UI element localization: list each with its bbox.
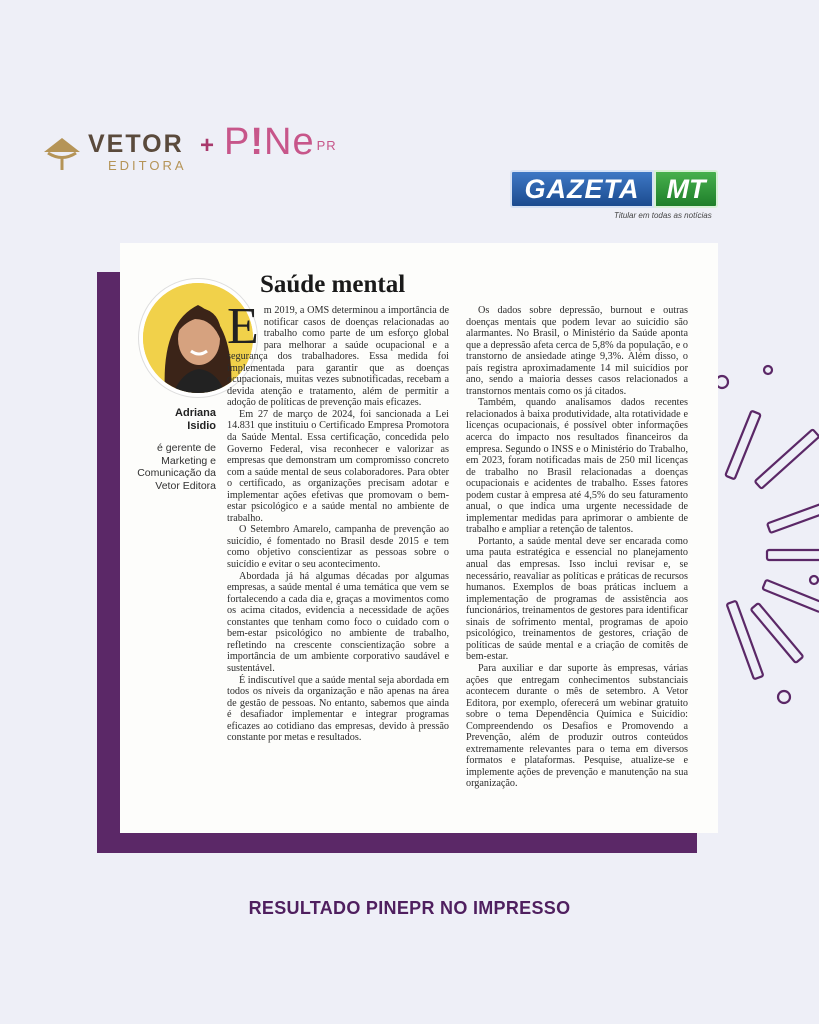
- plus-sign: +: [200, 132, 215, 159]
- author-bio: é gerente de Marketing e Comunicação da Vetor Editora: [137, 442, 216, 492]
- ray-bar: [751, 603, 804, 663]
- mt-wordmark: MT: [654, 170, 718, 208]
- pine-p: P: [224, 121, 251, 163]
- article-paragraph: É indiscutível que a saúde mental seja abordada em todos os níveis da organização e não apenas na área de gestão de pessoas. No entanto, sabemos que ainda é desafiador implementar e integrar programas eficazes ao cotidiano das empresas, devido à pressão constante por metas e resultados.: [227, 674, 449, 744]
- author-last-name: Isidio: [187, 420, 216, 432]
- ray-bar: [725, 411, 760, 480]
- pine-ne: Ne: [264, 121, 315, 163]
- author-name: [126, 407, 216, 433]
- article-paragraph: Em 27 de março de 2024, foi sancionada a Lei 14.831 que instituiu o Certificado Empresa Promotora da Saúde Mental. Essa certificação, concedida pelo Governo Federal, visa reconhecer e valorizar as empresas que demonstram um compromisso concreto com a saúde mental de seus colaboradores. Para obter o certificado, as organizações precisam adotar e implementar ações efetivas que promovam o bem-estar psicológico e a saúde mental no ambiente de trabalho.: [227, 408, 449, 524]
- pine-sup: PR: [316, 138, 337, 153]
- vetor-umbrella-icon: [42, 132, 82, 172]
- drop-cap: E: [227, 298, 259, 355]
- pine-i: !: [250, 121, 265, 163]
- article-column-left: [227, 298, 449, 744]
- article-paragraph: O Setembro Amarelo, campanha de prevenção ao suicídio, é fomentado no Brasil desde 2015 e tem como objetivo conscientizar as pessoas sobre o suicídio e evitar o seu acontecimento.: [227, 524, 449, 571]
- ray-dot: [810, 576, 818, 584]
- ray-dot: [764, 366, 772, 374]
- ray-bar: [755, 429, 819, 489]
- result-caption: RESULTADO PINEPR NO IMPRESSO: [248, 898, 571, 918]
- vetor-subtitle: EDITORA: [108, 158, 187, 173]
- article-paragraph: Para auxiliar e dar suporte às empresas, várias ações que entregam conhecimentos substanciais acontecem durante o mês de setembro. A Vetor Editora, por exemplo, oferecerá um webinar gratuito sobre o tema Dependência Química e Suicídio: Compreendendo os Desafios e Promovendo a Prevenção, além de produzir outros conteúdos extremamente relevantes para o tema em diversos formatos e plataformas. Pesquise, atualize-se e implemente ações de prevenção e manutenção na sua organização.: [466, 662, 688, 790]
- ray-bar: [767, 503, 819, 533]
- article-paragraph: Portanto, a saúde mental deve ser encarada como uma pauta estratégica e essencial no planejamento anual das empresas. Isso inclui revisar e, se necessário, reavaliar as políticas e práticas de recursos humanos. Exemplos de boas práticas incluem a implementação de programas de assistência aos funcionários, treinamentos de gestores para identificar sinais de sofrimento mental, programas de apoio psicológico, treinamentos de gestores, criação de políticas de saúde mental e a criação de comitês de bem-estar.: [466, 535, 688, 663]
- vetor-name: VETOR: [88, 130, 184, 158]
- article-paragraph: Também, quando analisamos dados recentes relacionados à baixa produtividade, alta rotatividade e licenças ocupacionais, é possível obter informações acerca do impacto nos resultados financeiros da empresa. Segundo o INSS e o Ministério do Trabalho, em 2023, foram notificadas mais de 250 mil licenças de trabalho no Brasil relacionadas a doenças ocupacionais e acidentes de trabalho. Esses fatores podem custar à empresa até 4,5% do seu faturamento anual, o que indica uma urgente necessidade de implementar medidas para aprimorar o ambiente de trabalho e ampliar a retenção de talentos.: [466, 397, 688, 536]
- gazeta-tagline: Titular em todas as notícias: [614, 211, 712, 220]
- ray-bar: [727, 601, 764, 680]
- author-first-name: Adriana: [175, 407, 216, 419]
- paragraph-text: m 2019, a OMS determinou a importância de notificar casos de doenças relacionadas ao trabalho como parte de um esforço global para melhorar a saúde ocupacional e a segurança dos trabalhadores. Essa medida foi implementada para garantir que as doenças ocupacionais, muitas vezes subnotificadas, recebam a devida atenção e tratamento, além de permitir a adoção de políticas de prevenção mais eficazes.: [227, 305, 449, 409]
- article-paragraph: Abordada já há algumas décadas por algumas empresas, a saúde mental é uma temática que vem se fortalecendo a cada dia e, graças a movimentos como os acima citados, evidencia a necessidade de ações constantes que tenham como foco o cuidado com o bem-estar psicológico no ambiente de trabalho, refletindo na crescente conscientização sobre a importância de um ambiente corporativo saudável e sustentável.: [227, 570, 449, 674]
- article-paragraph: [227, 298, 449, 409]
- article-title: Saúde mental: [260, 271, 406, 298]
- pine-pr-logo: [224, 122, 337, 162]
- gazeta-wordmark: GAZETA: [510, 170, 654, 208]
- article-column-right: [466, 305, 688, 790]
- newspaper-clipping: [120, 243, 718, 833]
- gazeta-mt-logo: [510, 170, 724, 222]
- ray-bar: [767, 550, 819, 560]
- ray-bar: [762, 580, 819, 612]
- article-paragraph: Os dados sobre depressão, burnout e outras doenças mentais que podem levar ao suicídio são alarmantes. No Brasil, o Ministério da Saúde aponta que a depressão afeta cerca de 5,8% da população, e o transtorno de ansiedade atinge 9,3%. Além disso, o país registra aproximadamente 14 mil suicídios por ano, sendo a maioria desses casos relacionados a transtornos mentais como os já citados.: [466, 305, 688, 397]
- vetor-editora-logo: [42, 126, 202, 178]
- ray-dot: [778, 691, 790, 703]
